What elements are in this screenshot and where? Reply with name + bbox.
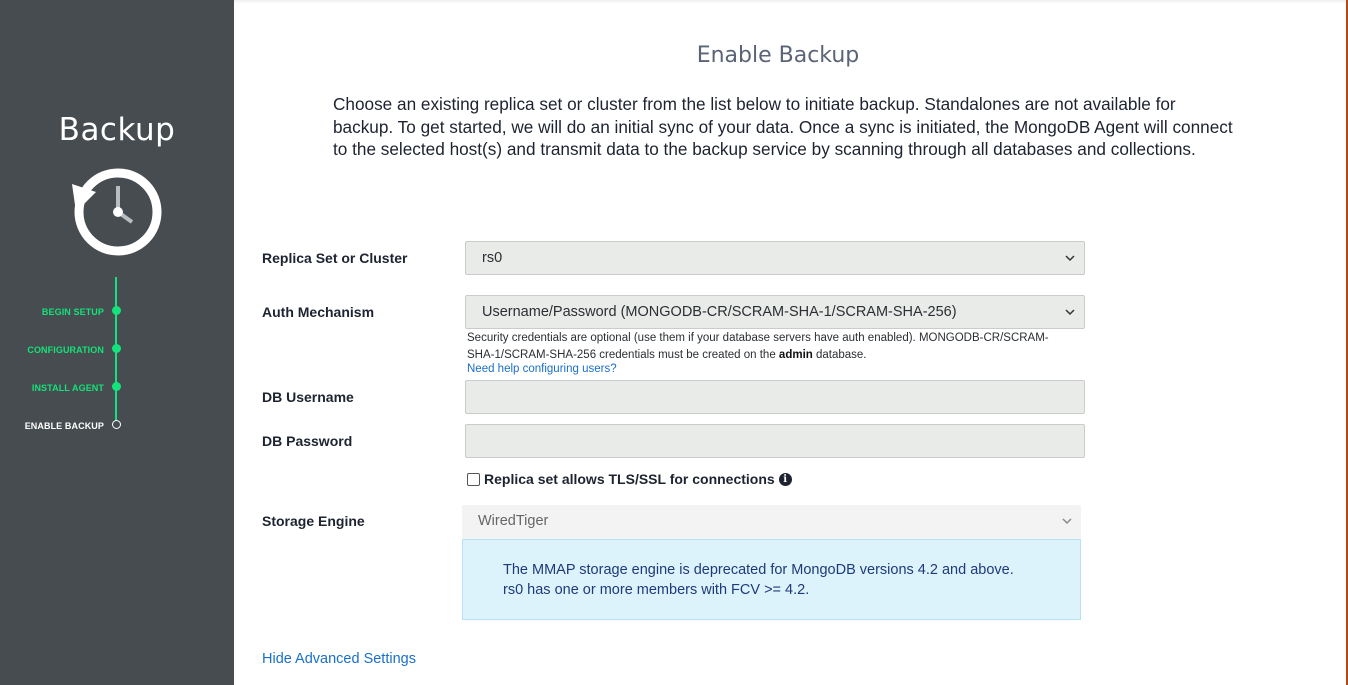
db-password-label: DB Password — [262, 433, 353, 449]
hide-advanced-settings-link[interactable]: Hide Advanced Settings — [262, 651, 416, 667]
replica-set-value: rs0 — [482, 250, 503, 266]
auth-mechanism-select[interactable] — [465, 295, 1085, 329]
step-begin-setup: BEGIN SETUP — [41, 307, 104, 317]
tls-label: Replica set allows TLS/SSL for connections — [484, 471, 775, 487]
step-enable-backup: ENABLE BACKUP — [24, 421, 104, 431]
step-dot-complete-icon — [112, 344, 121, 353]
step-install-agent: INSTALL AGENT — [31, 383, 104, 393]
mmap-deprecation-notice — [462, 539, 1081, 620]
storage-engine-label: Storage Engine — [262, 513, 365, 529]
sidebar-title: Backup — [58, 112, 176, 148]
chevron-down-icon — [1065, 308, 1075, 316]
db-username-label: DB Username — [262, 389, 354, 405]
chevron-down-icon — [1062, 517, 1072, 525]
tls-checkbox[interactable] — [467, 473, 480, 486]
step-dot-current-icon — [112, 420, 121, 429]
auth-mechanism-value: Username/Password (MONGODB-CR/SCRAM-SHA-1/SCRAM-SHA-256) — [482, 304, 957, 320]
step-configuration: CONFIGURATION — [27, 345, 104, 355]
replica-set-select[interactable] — [465, 241, 1085, 275]
wizard-steps — [0, 0, 234, 685]
page-title: Enable Backup — [696, 43, 860, 68]
notice-line-1: The MMAP storage engine is deprecated for MongoDB versions 4.2 and above. — [503, 562, 1014, 578]
auth-help-text: Security credentials are optional (use them if your database servers have auth enabled). MONGODB-CR/SCRAM-SHA-1/SCRAM-SHA-256 credentials must be created on the admin database. — [467, 332, 1049, 361]
storage-engine-value: WiredTiger — [478, 513, 549, 529]
step-dot-complete-icon — [112, 382, 121, 391]
info-icon[interactable]: i — [779, 473, 792, 486]
auth-mechanism-label: Auth Mechanism — [262, 304, 375, 320]
admin-db-name: admin — [778, 348, 813, 361]
tls-option[interactable] — [467, 471, 792, 487]
notice-line-2: rs0 has one or more members with FCV >= 4.2. — [503, 582, 810, 598]
replica-set-label: Replica Set or Cluster — [262, 250, 408, 266]
step-dot-complete-icon — [112, 306, 121, 315]
intro-text: Choose an existing replica set or cluster from the list below to initiate backup. Standalones are not available for backup. To get started, we will do an initial sync of your data. Once a sync is initiated, the MongoDB Agent will connect to the selected host(s) and transmit data to the backup service by scanning through all databases and collections. — [333, 94, 1233, 159]
db-username-input[interactable] — [465, 380, 1085, 414]
wizard-sidebar — [0, 0, 234, 685]
help-configuring-users-link[interactable]: Need help configuring users? — [467, 363, 617, 375]
chevron-down-icon — [1065, 254, 1075, 262]
storage-engine-select — [462, 505, 1081, 539]
db-password-input[interactable] — [465, 424, 1085, 458]
top-shade — [234, 0, 1346, 4]
